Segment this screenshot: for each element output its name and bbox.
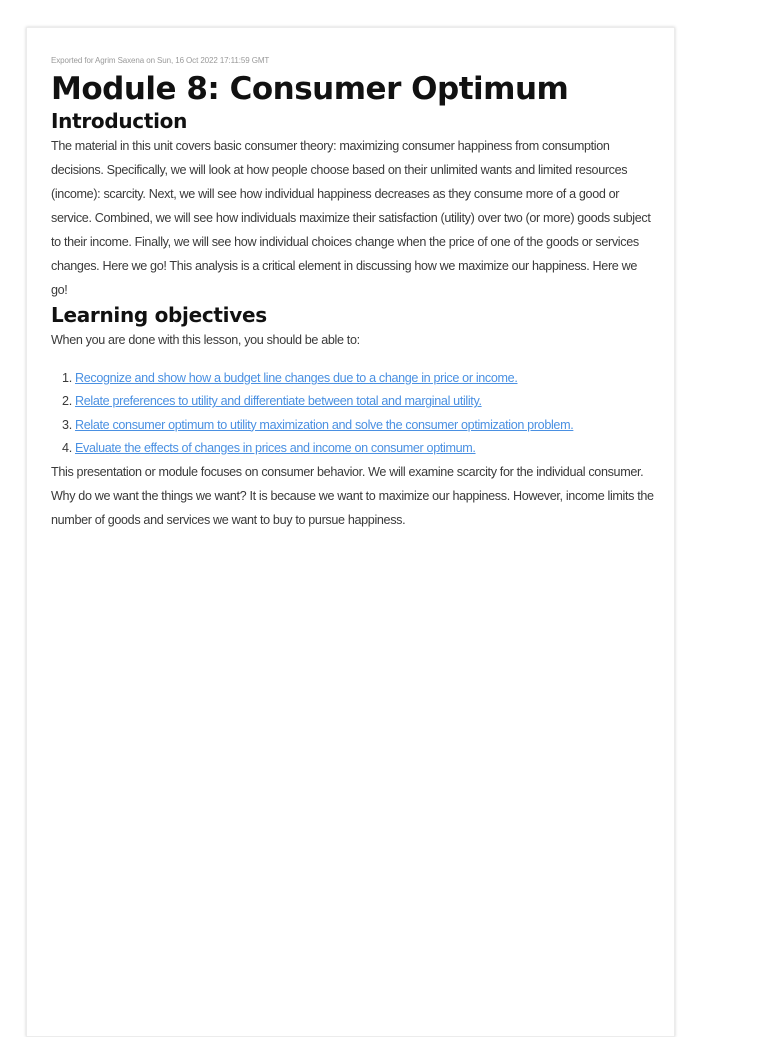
objective-link-2[interactable]: Relate preferences to utility and differentiate between total and marginal utility.: [75, 394, 482, 409]
list-item: [75, 437, 656, 460]
learning-objectives-list: [51, 367, 656, 460]
document-page: [26, 27, 675, 1037]
document-content: [51, 55, 656, 532]
page-title: Module 8: Consumer Optimum: [51, 71, 569, 107]
export-note: Exported for Agrim Saxena on Sun, 16 Oct 2022 17:11:59 GMT: [51, 56, 270, 65]
list-item: [75, 367, 656, 390]
introduction-heading: Introduction: [51, 109, 188, 133]
list-item: [75, 414, 656, 437]
learning-objectives-lead: When you are done with this lesson, you should be able to:: [51, 333, 360, 347]
learning-objectives-heading: Learning objectives: [51, 303, 267, 327]
objective-link-4[interactable]: Evaluate the effects of changes in prices and income on consumer optimum.: [75, 440, 476, 455]
closing-paragraph: This presentation or module focuses on consumer behavior. We will examine scarcity for the individual consumer. Why do we want the things we want? It is because we want to maximize our happiness. However, income limits the number of goods and services we want to buy to pursue happiness.: [51, 465, 654, 528]
introduction-paragraph: The material in this unit covers basic consumer theory: maximizing consumer happiness from consumption decisions. Specifically, we will look at how people choose based on their unlimited wants and limited resources (income): scarcity. Next, we will see how individual happiness decreases as they consume more of a good or service. Combined, we will see how individuals maximize their satisfaction (utility) over two (or more) goods subject to their income. Finally, we will see how individual choices change when the price of one of the goods or services changes. Here we go! This analysis is a critical element in discussing how we maximize our happiness. Here we go!: [51, 139, 651, 297]
objective-link-1[interactable]: Recognize and show how a budget line changes due to a change in price or income.: [75, 371, 518, 385]
objective-link-3[interactable]: Relate consumer optimum to utility maximization and solve the consumer optimization problem.: [75, 417, 574, 432]
list-item: [75, 390, 656, 413]
